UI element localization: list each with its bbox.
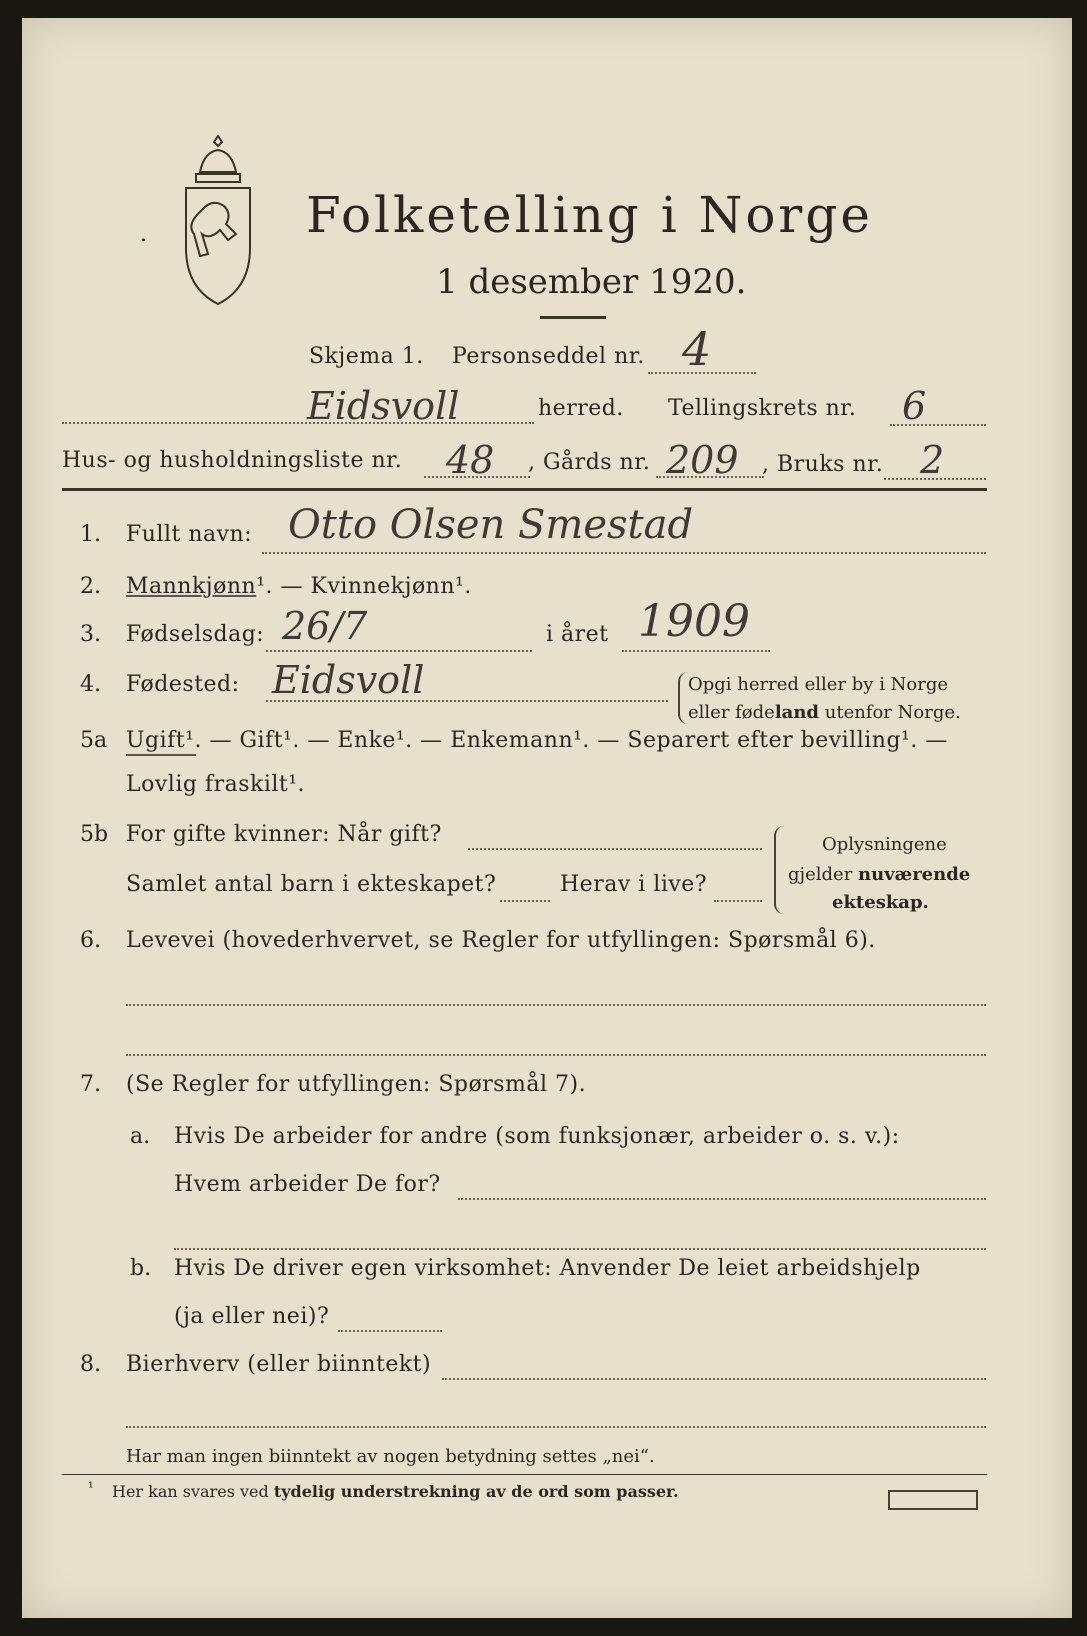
footnote-mark: ¹ (88, 1480, 94, 1496)
q5b-label1: For gifte kvinner: Når gift? (126, 822, 442, 847)
skjema-label: Skjema 1. (309, 344, 424, 369)
q6-line1[interactable] (126, 1004, 986, 1006)
q4-brace (678, 672, 688, 724)
q3-day-value[interactable]: 26/7 (282, 604, 368, 648)
q7b-number: b. (130, 1256, 152, 1281)
personseddel-value[interactable]: 4 (682, 322, 712, 376)
bruks-label: , Bruks nr. (762, 452, 884, 477)
q7a-answer-line2[interactable] (174, 1248, 986, 1250)
q4-label: Fødested: (126, 672, 240, 697)
q2-number: 2. (80, 574, 101, 599)
personseddel-label: Personseddel nr. (452, 344, 645, 369)
q5a-line2[interactable]: Lovlig fraskilt¹. (126, 772, 306, 797)
q2-end: . (464, 574, 472, 599)
q2-female[interactable]: Kvinnekjønn (310, 574, 456, 599)
dot-mark: . (140, 222, 147, 247)
q7b-line2: (ja eller nei)? (174, 1304, 330, 1329)
q4-number: 4. (80, 672, 101, 697)
q3-year-line (622, 650, 770, 652)
q3-number: 3. (80, 622, 101, 647)
q5b-line1 (468, 848, 762, 850)
q5b-brace (774, 826, 784, 914)
q7a-line2: Hvem arbeider De for? (174, 1172, 441, 1197)
q5a-options[interactable]: Ugift¹. — Gift¹. — Enke¹. — Enkemann¹. — Separert efter bevilling¹. — (126, 728, 948, 753)
herred-line (62, 422, 534, 424)
q7a-answer-line1[interactable] (458, 1198, 986, 1200)
page-title: Folketelling i Norge (306, 186, 873, 244)
q3-year-value[interactable]: 1909 (638, 596, 750, 647)
q5b-note2: gjelder nuværende (788, 864, 971, 885)
gards-label: , Gårds nr. (528, 450, 651, 475)
footnote-text: Her kan svares ved tydelig understrekning av de ord som passer. (112, 1482, 679, 1501)
q5b-number: 5b (80, 822, 109, 847)
tellingskrets-value[interactable]: 6 (902, 384, 927, 428)
husholdningsliste-value[interactable]: 48 (446, 438, 495, 482)
census-form (22, 18, 1072, 1618)
q3-label: Fødselsdag: (126, 622, 265, 647)
q8-line2[interactable] (126, 1426, 986, 1428)
q7b-line1: Hvis De driver egen virksomhet: Anvender De leiet arbeidshjelp (174, 1256, 921, 1281)
bruks-value[interactable]: 2 (920, 438, 945, 482)
q7-label: (Se Regler for utfyllingen: Spørsmål 7). (126, 1072, 587, 1097)
q1-number: 1. (80, 522, 101, 547)
bottom-note: Har man ingen biinntekt av nogen betydning settes „nei“. (126, 1446, 655, 1467)
q8-line1[interactable] (442, 1378, 986, 1380)
q5b-label3: Herav i live? (560, 872, 708, 897)
q5a-ugift-underline (126, 754, 196, 756)
q6-number: 6. (80, 928, 101, 953)
q8-label: Bierhverv (eller biinntekt) (126, 1352, 432, 1377)
q5b-line3 (714, 900, 762, 902)
husholdningsliste-label: Hus- og husholdningsliste nr. (62, 448, 403, 473)
q6-label: Levevei (hovederhvervet, se Regler for utfyllingen: Spørsmål 6). (126, 928, 876, 953)
q8-number: 8. (80, 1352, 101, 1377)
q5b-line2 (500, 900, 550, 902)
q7a-number: a. (130, 1124, 151, 1149)
q2-male[interactable]: Mannkjønn (126, 574, 257, 599)
q7-number: 7. (80, 1072, 101, 1097)
q3-year-label: i året (546, 622, 609, 647)
herred-value[interactable]: Eidsvoll (307, 384, 460, 428)
census-date: 1 desember 1920. (436, 262, 747, 302)
gards-value[interactable]: 209 (666, 438, 739, 482)
q2-options: Mannkjønn¹. — Kvinnekjønn¹. (126, 574, 472, 599)
footnote-divider (62, 1474, 987, 1475)
q6-line2[interactable] (126, 1054, 986, 1056)
q1-label: Fullt navn: (126, 522, 253, 547)
header-divider (62, 488, 987, 491)
tellingskrets-label: Tellingskrets nr. (668, 396, 857, 421)
q5b-note3: ekteskap. (832, 892, 929, 913)
q1-value[interactable]: Otto Olsen Smestad (288, 502, 694, 548)
q7a-line1: Hvis De arbeider for andre (som funksjonær, arbeider o. s. v.): (174, 1124, 900, 1149)
q5b-label2: Samlet antal barn i ekteskapet? (126, 872, 497, 897)
q2-separator: . — (265, 574, 311, 599)
q5b-note1: Oplysningene (822, 834, 947, 855)
q4-value[interactable]: Eidsvoll (272, 658, 425, 702)
q4-note-line1: Opgi herred eller by i Norge (688, 674, 949, 695)
q3-day-line (266, 650, 532, 652)
q5a-number: 5a (80, 728, 108, 753)
herred-label: herred. (538, 396, 624, 421)
q1-line (262, 552, 986, 554)
coat-of-arms-icon (172, 130, 264, 310)
printer-stamp (888, 1490, 978, 1510)
title-divider (540, 316, 606, 319)
q7b-answer-line[interactable] (338, 1330, 442, 1332)
q4-note-line2: eller fødeland utenfor Norge. (688, 702, 961, 723)
